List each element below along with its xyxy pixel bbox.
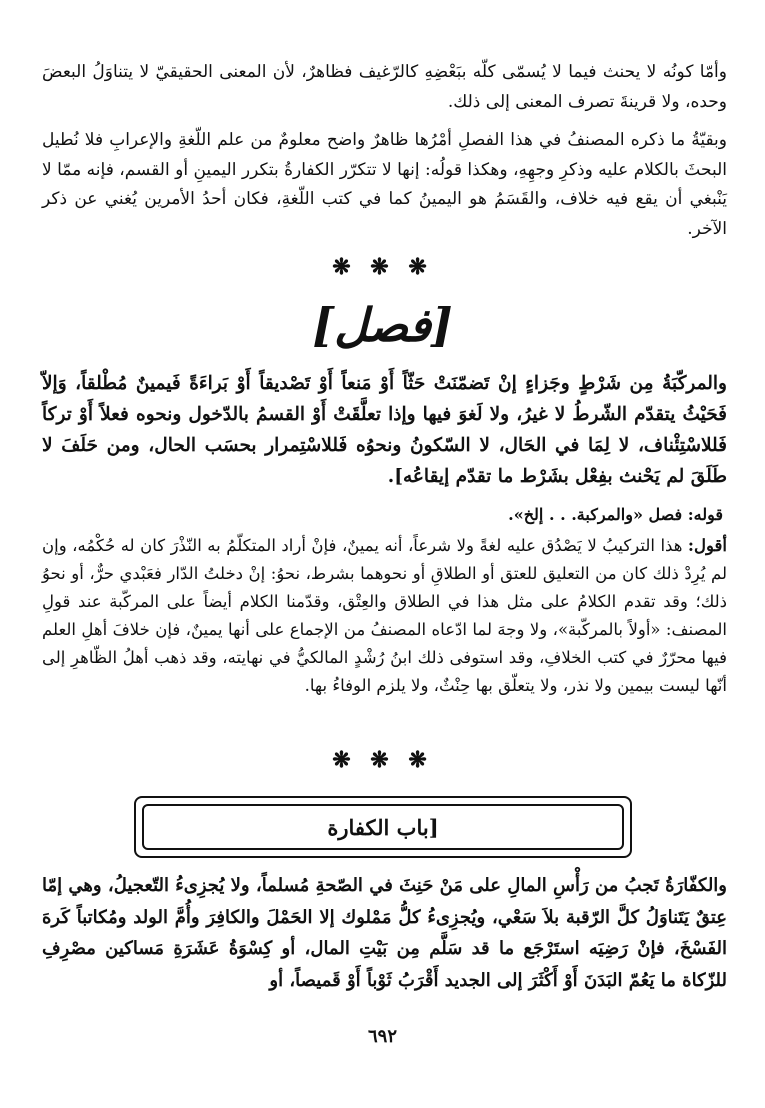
intro-paragraph-2: وبقيّةُ ما ذكره المصنفُ في هذا الفصلِ أمْرُها ظاهرٌ واضح معلومٌ من علم اللّغةِ والإعرابِ فلا نُطيل البحثَ بالكلام عليه وذكرِ وجهِهِ، وهكذا قولُه: إنها لا تتكرّر الكفارةُ بتكرر اليمينِ أو القسم، فإنه ممّا لا يَنْبغي أن يقع فيه خلاف، والقَسَمُ هو اليمينُ كما في كتب اللّغةِ، فكان أحدُ الأمرين يُغني عن ذكر الآخر. (42, 130, 727, 239)
chapter-title: [باب الكفارة (142, 804, 624, 850)
section-separator-ornament: ❋ ❋ ❋ (332, 747, 433, 773)
qawl-line: قوله: فصل «والمركبة. . . إلخ». (508, 505, 723, 524)
chapter-title-frame (134, 796, 632, 858)
fasl-heading: [فصل] (312, 298, 453, 352)
commentary-paragraph (42, 532, 727, 700)
intro-paragraph-1: وأمّا كونُه لا يحنث فيما لا يُسمّى كلّه ببَعْضِهِ كالرّغيف فظاهرٌ، لأن المعنى الحقيقيّ لا يتناوَلُ البعضَ وحده، ولا قرينةَ تصرف المعنى إلى ذلك. (42, 62, 727, 112)
page-number: ٦٩٢ (367, 1026, 397, 1047)
kaffara-matn-block: والكفّارَةُ تَجبُ من رَأْسِ المالِ على مَنْ حَنِثَ في الصّحةِ مُسلماً، ولا يُجزِىءُ التّعجيلُ، وهي إمّا عِتقٌ يَتَناوَلُ كلَّ الرّقبة بلاَ سَعْي، ويُجزِىءُ كلُّ مَمْلوك إلا الحَمْلَ والكافِرَ وأُمَّ الولد ومُكاتباً كَرهَ الفَسْخَ، فإنْ رَضِيَه استَرْجَع ما قد سَلَّم مِن بَيْتِ المال، أو كِسْوَةُ عَشَرَةِ مَساكين مصْرِفِ للزّكاة ما يَعُمّ البَدَنَ أَوْ أَكْثَرَ إلى الجديد أَقْرَبُ ثَوْباً أَوْ قَميصاً، أو (42, 875, 727, 991)
matn-text-block: والمركّبَةُ مِن شَرْطٍ وجَزاءٍ إنْ تَضمّنَتْ حَثّاً أَوْ مَنعاً أَوْ تَصْديقاً أَوْ بَراءَةً فَيمينٌ مُطْلقاً، وَإلاّ فَحَيْثُ يتقدّم الشّرطُ لا غيرُ، ولا لَغوَ فيها وإذا تعلَّقَتْ أَوْ القسمُ بالدّخول ونحوه فعلاً أَوْ تركاً فَللاسْتِئْناف، لا لِمَا في الحَال، لا السّكونُ ونحوُه فَللاسْتِمرار بحسَب الحال، ومن حَلَفَ لا طَلَقَ لم يَحْنث بفِعْل بشَرْط ما تقدّم إيقاعُه]. (42, 373, 727, 487)
commentary-text: هذا التركيبُ لا يَصْدُق عليه لغةً ولا شرعاً، أنه يمينٌ، فإنْ أراد المتكلّمُ به النّذْرَ كان له حُكْمُه، وإن لم يُرِدْ ذلك كان من التعليق للعتق أو الطلاقِ أو نحوهما بشرط، نحوُ: إنْ دخلتُ الدّار فعَبْدي حرٌّ، أو نحوُ ذلك؛ وقد تقدم الكلامُ على مثل هذا في الطلاق والعِتْق، وقدّمنا الكلام أيضاً على المركّبة عند قولِ المصنف: «أولاً بالمركّبة»، ولا وجهَ لما ادّعاه المصنفُ من الإجماع على أنها يمينٌ، فإن خلافَ أهلِ العلم فيها محرّرٌ في كتب الخلافِ، وقد استوفى ذلك ابنُ رُشْدٍ المالكيُّ في نهايته، وقد ذهب أهلُ الظّاهرِ إلى أنّها ليست بيمين ولا نذر، ولا يتعلّق بها حِنْثٌ، ولا يلزم الوفاءُ بها. (42, 536, 727, 695)
commentary-lead-word: أقول: (687, 536, 727, 555)
section-separator-ornament: ❋ ❋ ❋ (332, 254, 433, 280)
